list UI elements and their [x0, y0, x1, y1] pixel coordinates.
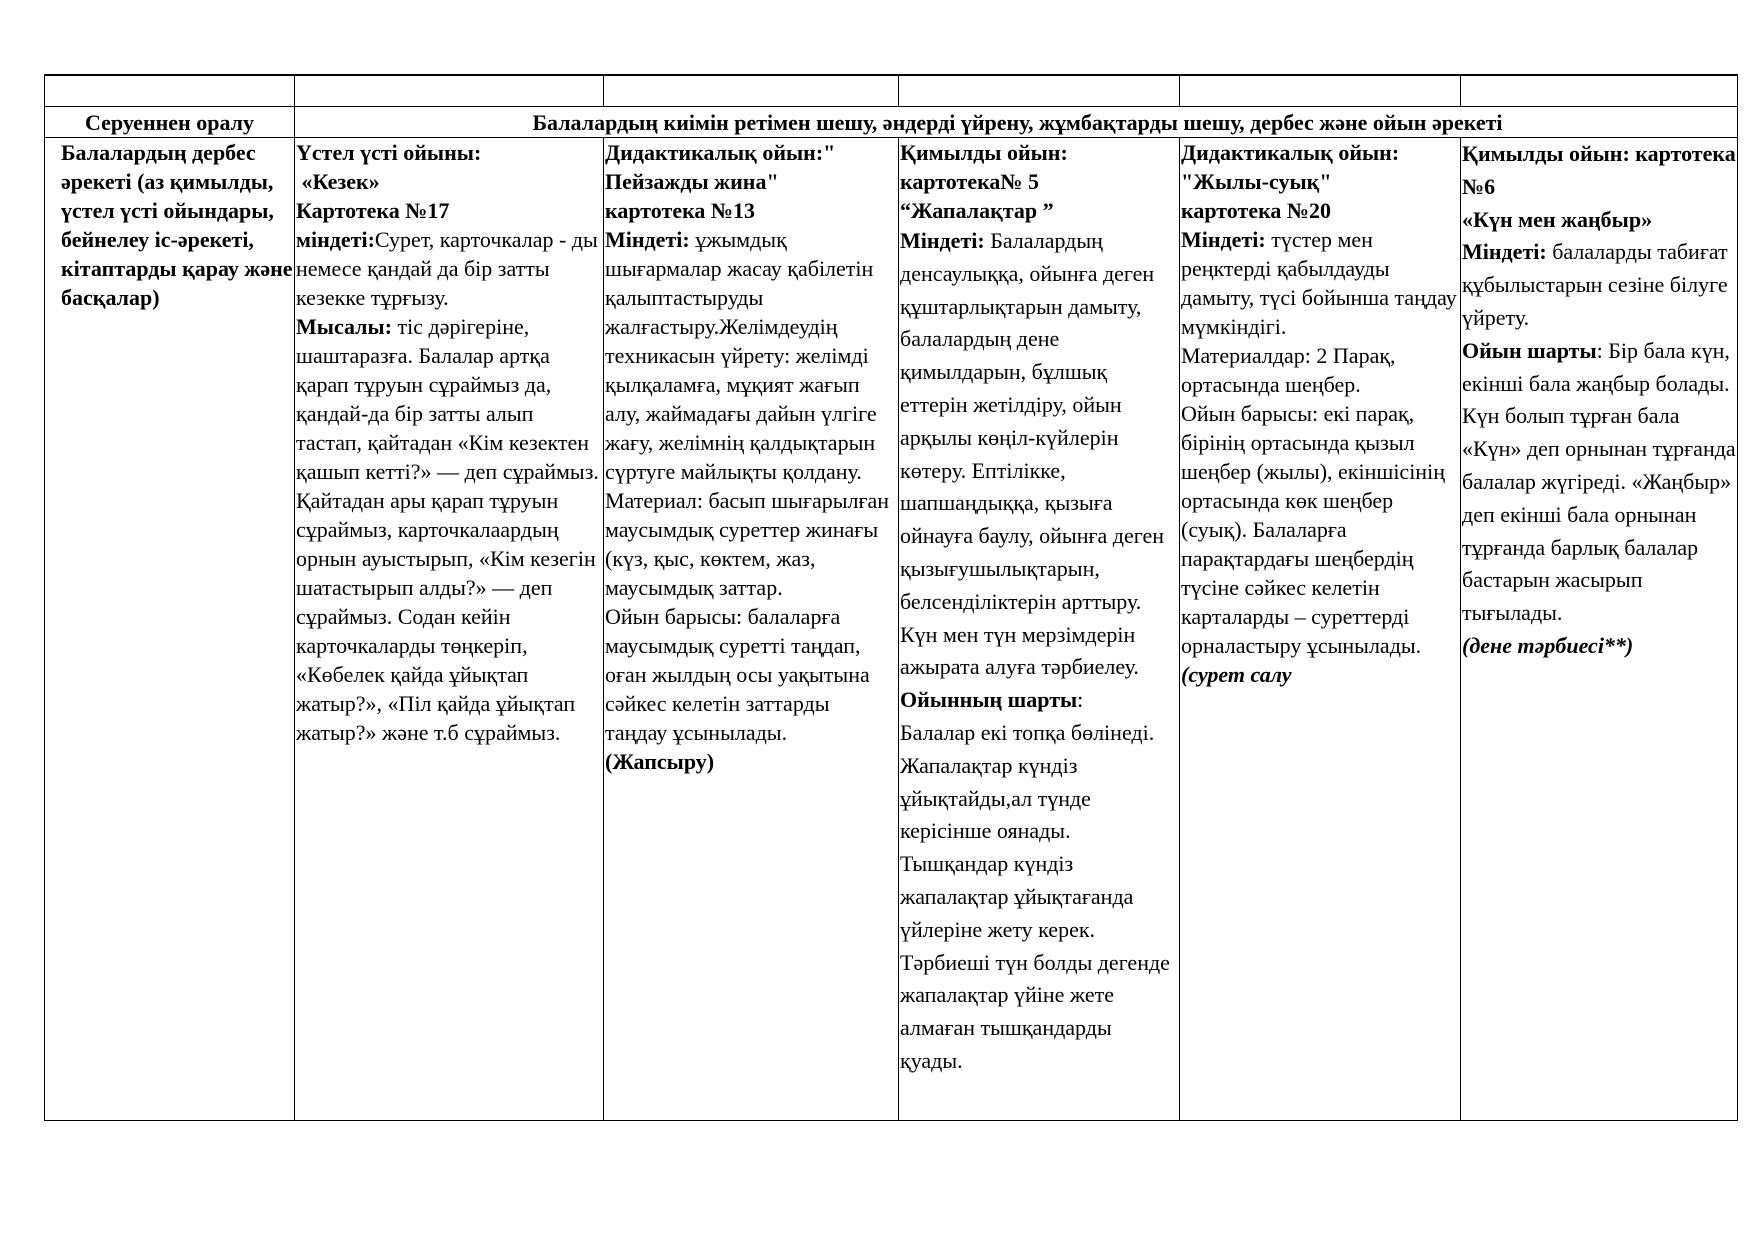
col5-cell	[1180, 138, 1461, 1121]
activity-row	[45, 138, 1738, 1121]
blank-cell	[604, 75, 899, 107]
col4-task-label: Міндеті:	[900, 228, 985, 253]
col2-example	[296, 312, 602, 486]
col6-game-name: «Күн мен жаңбыр»	[1462, 206, 1653, 232]
col3-tag: (Жапсыру)	[605, 749, 715, 774]
col3-process	[605, 602, 897, 776]
col6-tag: (дене тәрбиесі**)	[1462, 632, 1634, 658]
col5-task-text: түстер мен реңктерді қабылдауды дамыту, түсі бойынша таңдау мүмкіндігі.	[1181, 227, 1457, 339]
col2-example-text: тіс дәрігеріне, шаштаразға. Балалар артқа қарап тұруын сұраймыз да, қандай-да бір затты алып тастап, қайтадан «Кім кезектен қашып кетті?» — деп сұраймыз.	[296, 314, 599, 484]
col2-task-label: міндеті:	[296, 227, 375, 252]
col2-title: Үстел үсті ойыны:	[296, 140, 482, 165]
col6-rules-label: Ойын шарты	[1462, 337, 1597, 363]
col4-rules-label: Ойынның шарты	[900, 687, 1078, 713]
col6-task	[1462, 236, 1736, 334]
col6-cell	[1461, 138, 1738, 1121]
col3-task-text: ұжымдық шығармалар жасау қабілетін қалыптастыруды жалғастыру.Желімдеудің техникасын үйрету: желімді қылқаламға, мұқият жағып алу, жаймадағы дайын үлгіге жағу, желімнің қалдықтарын сүртуге майлықты қолдану.	[605, 227, 877, 484]
col3-card: картотека №13	[605, 198, 756, 223]
col6-title: Қимылды ойын: картотека №6	[1462, 141, 1736, 199]
col6-task-label: Міндеті:	[1462, 239, 1547, 265]
col5-task	[1181, 225, 1459, 341]
col2-game-name: «Кезек»	[296, 169, 380, 194]
plan-table	[44, 74, 1738, 1121]
blank-cell	[1461, 75, 1738, 107]
col5-tag: (сурет салу	[1181, 662, 1292, 687]
col3-cell	[604, 138, 899, 1121]
header-row	[45, 107, 1738, 138]
col5-title: Дидактикалық ойын: "Жылы-суық"	[1181, 140, 1400, 194]
col3-process-text: Ойын барысы: балаларға маусымдық суретті таңдап, оған жылдың осы уақытына сәйкес келетін заттарды таңдау ұсынылады.	[605, 604, 870, 745]
col2-task-text: Сурет, карточкалар - ды немесе қандай да бір затты кезекке тұрғызу.	[296, 227, 598, 310]
col5-material: Материалдар: 2 Парақ, ортасында шеңбер.	[1181, 343, 1396, 397]
col3-material: Материал: басып шығарылған маусымдық суреттер жинағы (күз, қыс, көктем, жаз, маусымдық заттар.	[605, 488, 890, 600]
col4-rules-colon: :	[1077, 687, 1084, 713]
col2-example-label: Мысалы:	[296, 314, 393, 339]
col2-card: Картотека №17	[296, 198, 450, 223]
col6-task-text: балаларды табиғат құбылыстарын сезіне білуге үйрету.	[1462, 239, 1728, 330]
col4-game-name: “Жапалақтар ”	[900, 198, 1054, 223]
col4-task-text: Балалардың денсаулыққа, ойынға деген құштарлықтарын дамыту, балалардың дене қимылдарын, бұлшық еттерін жетілдіру, ойын арқылы көңіл-күйлерін көтеру. Ептілікке, шапшаңдыққа, қызыға ойнауға баулу, ойынға деген қызығушылықтарын, белсенділіктерін арттыру. Күн мен түн мерзімдерін ажырата алуға тәрбиелеу.	[900, 228, 1164, 680]
col3-task	[605, 225, 897, 486]
blank-cell	[45, 75, 295, 107]
col4-rules-text: Балалар екі топқа бөлінеді. Жапалақтар күндіз ұйықтайды,ал түнде керісінше оянады. Тышқандар күндіз жапалақтар ұйықтағанда үйлеріне жету керек. Тәрбиеші түн болды дегенде жапалақтар үйіне жете алмаған тышқандарды қуады.	[900, 719, 1170, 1073]
col6-rules	[1462, 335, 1736, 630]
blank-row	[45, 75, 1738, 107]
col5-card: картотека №20	[1181, 198, 1332, 223]
col4-rules	[900, 684, 1178, 717]
col4-cell	[899, 138, 1180, 1121]
blank-cell	[899, 75, 1180, 107]
header-span-cell: Балалардың киімін ретімен шешу, әндерді үйрену, жұмбақтарды шешу, дербес және ойын әрекеті	[295, 107, 1738, 138]
col2-task	[296, 225, 602, 312]
col3-task-label: Міндеті:	[605, 227, 690, 252]
col2-text: Қайтадан ары қарап тұруын сұраймыз, карточкалаардың орнын ауыстырып, «Кім кезегін шатастырып алды?» — деп сұраймыз. Содан кейін карточкаларды төңкеріп, «Көбелек қайда ұйықтап жатыр?», «Піл қайда ұйықтап жатыр?» және т.б сұраймыз.	[296, 488, 596, 745]
col6-rules-text: : Бір бала күн, екінші бала жаңбыр болады. Күн болып тұрған бала «Күн» деп орнынан тұрғанда балалар жүгіреді. «Жаңбыр» деп екінші бала орнынан тұрғанда барлық балалар бастарын жасырып тығылады.	[1462, 337, 1736, 626]
blank-cell	[295, 75, 604, 107]
col4-title: Қимылды ойын: картотека№ 5	[900, 140, 1068, 194]
blank-cell	[1180, 75, 1461, 107]
col4-task	[900, 225, 1178, 684]
col5-process: Ойын барысы: екі парақ, бірінің ортасында қызыл шеңбер (жылы), екіншісінің ортасында көк шеңбер (суық). Балаларға парақтардағы шеңбердің түсіне сәйкес келетін карталарды – суреттерді орналастыру ұсынылады.	[1181, 401, 1445, 658]
header-left-cell: Серуеннен оралу	[45, 107, 295, 138]
col5-task-label: Міндеті:	[1181, 227, 1266, 252]
col3-title: Дидактикалық ойын:" Пейзажды жина"	[605, 140, 836, 194]
col2-cell	[295, 138, 604, 1121]
row-label-cell: Балалардың дербес әрекеті (аз қимылды, үстел үсті ойындары, бейнелеу іс-әрекеті, кітаптарды қарау және басқалар)	[45, 138, 295, 1121]
